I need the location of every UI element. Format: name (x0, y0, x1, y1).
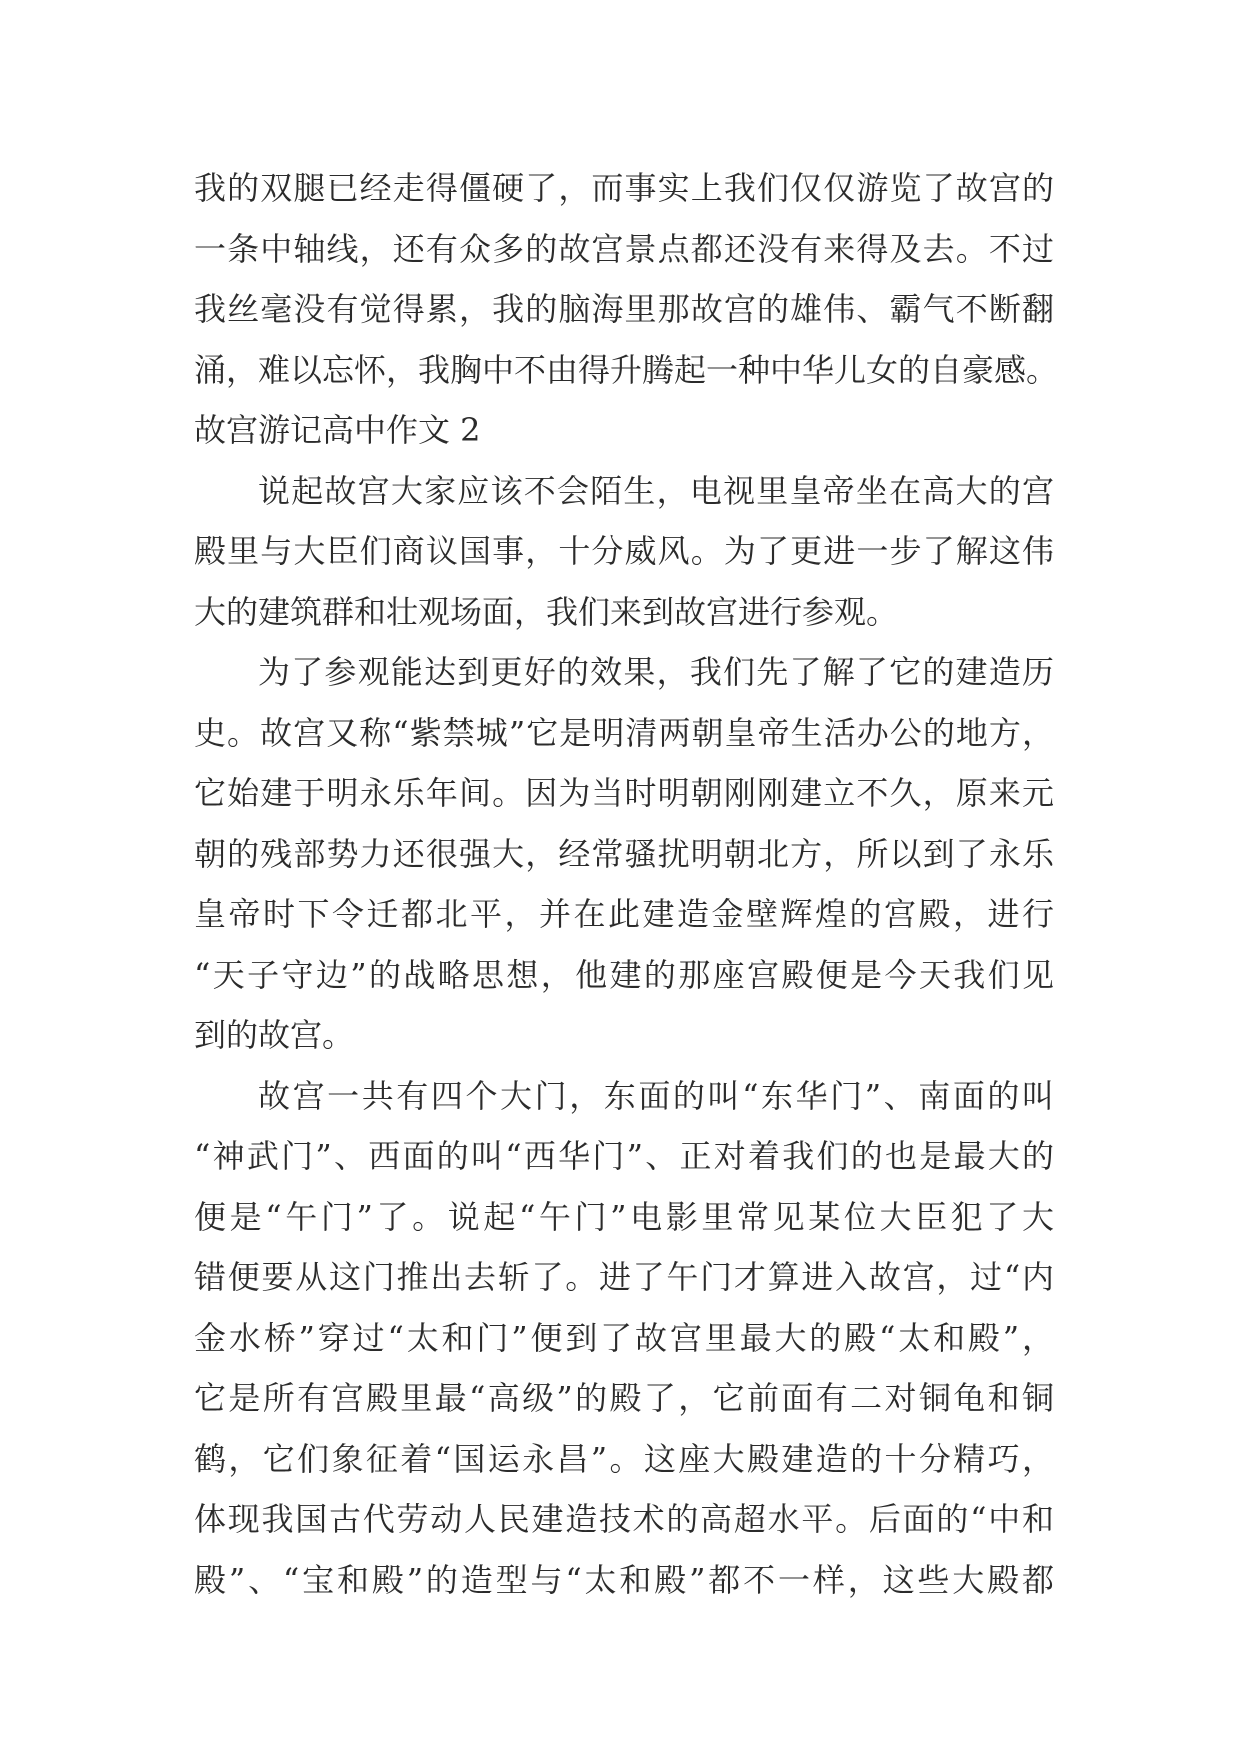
text-line: 殿”、“宝和殿”的造型与“太和殿”都不一样，这些大殿都 (194, 1560, 1054, 1599)
text-line: 说起故宫大家应该不会陌生，电视里皇帝坐在高大的宫 (258, 471, 1054, 510)
text-line: 皇帝时下令迁都北平，并在此建造金壁辉煌的宫殿，进行 (194, 895, 1054, 933)
text-line: 错便要从这门推出去斩了。进了午门才算进入故宫，过“内 (194, 1258, 1054, 1296)
text-line: 金水桥”穿过“太和门”便到了故宫里最大的殿“太和殿”， (194, 1318, 1054, 1357)
section-heading: 故宫游记高中作文 2 (194, 411, 481, 449)
text-line: 涌，难以忘怀，我胸中不由得升腾起一种中华儿女的自豪感。 (194, 350, 1059, 389)
text-line: 朝的残部势力还很强大，经常骚扰明朝北方，所以到了永乐 (194, 834, 1054, 873)
text-line: 它始建于明永乐年间。因为当时明朝刚刚建立不久，原来元 (194, 774, 1054, 812)
text-line: 体现我国古代劳动人民建造技术的高超水平。后面的“中和 (194, 1500, 1054, 1538)
text-line: 故宫一共有四个大门，东面的叫“东华门”、南面的叫 (258, 1076, 1054, 1115)
text-line: “天子守边”的战略思想，他建的那座宫殿便是今天我们见 (194, 955, 1054, 994)
text-line: 它是所有宫殿里最“高级”的殿了，它前面有二对铜龟和铜 (194, 1379, 1054, 1417)
text-line: 我丝毫没有觉得累，我的脑海里那故宫的雄伟、霸气不断翻 (194, 290, 1054, 328)
document-page (194, 158, 1059, 1610)
text-line: 殿里与大臣们商议国事，十分威风。为了更进一步了解这伟 (194, 532, 1054, 570)
text-line: 一条中轴线，还有众多的故宫景点都还没有来得及去。不过 (194, 229, 1054, 268)
text-line: 鹤，它们象征着“国运永昌”。这座大殿建造的十分精巧， (194, 1439, 1054, 1478)
text-line: 我的双腿已经走得僵硬了，而事实上我们仅仅游览了故宫的 (194, 169, 1054, 207)
text-line: 到的故宫。 (194, 1016, 355, 1054)
text-line: 大的建筑群和壮观场面，我们来到故宫进行参观。 (194, 592, 899, 631)
text-line: 为了参观能达到更好的效果，我们先了解了它的建造历 (258, 653, 1054, 691)
text-line: “神武门”、西面的叫“西华门”、正对着我们的也是最大的 (194, 1137, 1054, 1175)
text-line: 史。故宫又称“紫禁城”它是明清两朝皇帝生活办公的地方， (194, 713, 1054, 752)
text-line: 便是“午门”了。说起“午门”电影里常见某位大臣犯了大 (194, 1197, 1054, 1236)
